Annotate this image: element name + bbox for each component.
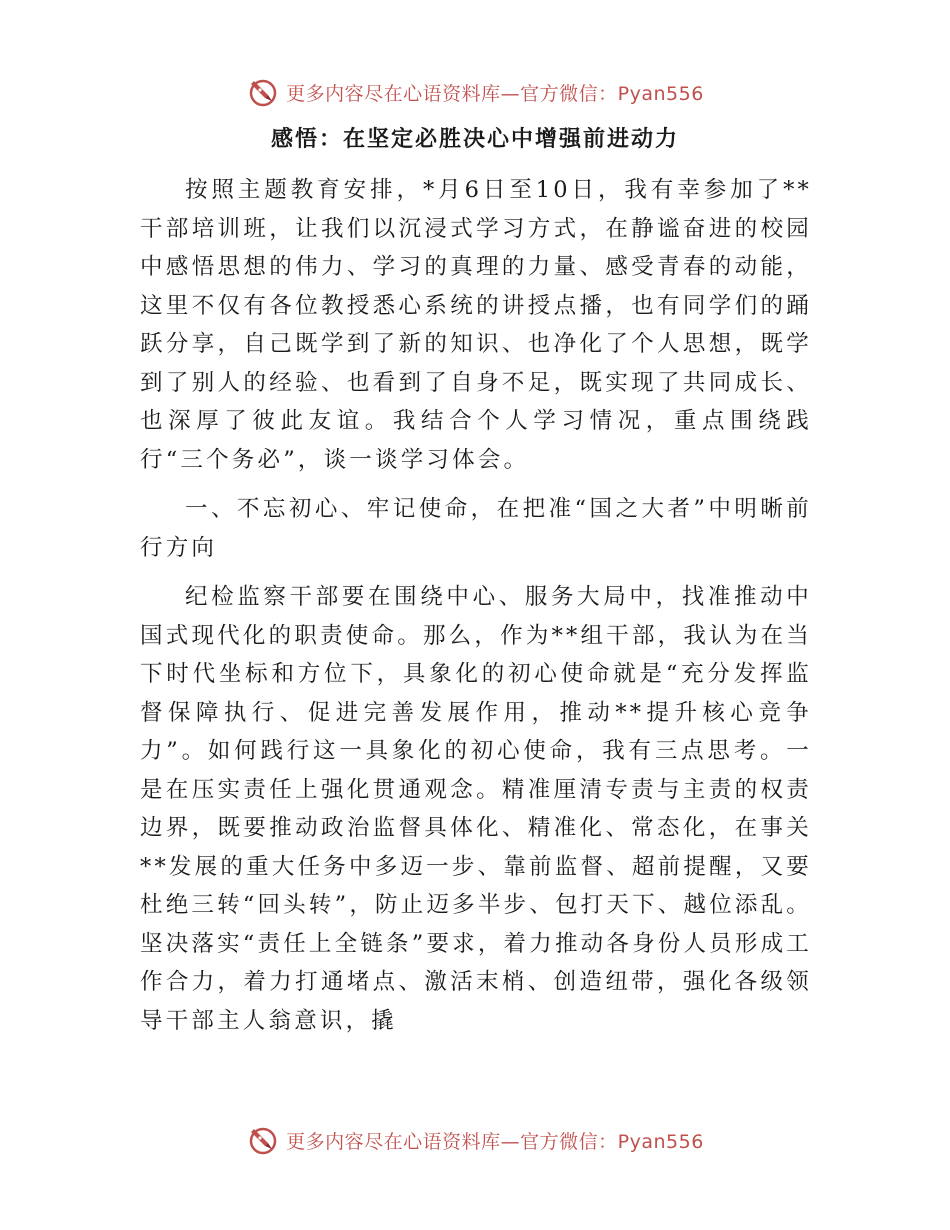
pen-nib-logo-icon [246,1123,280,1157]
watermark-text: 更多内容尽在心语资料库—官方微信：Pyan556 [286,1130,704,1153]
paragraph-intro: 按照主题教育安排，*月6日至10日，我有幸参加了**干部培训班，让我们以沉浸式学习方式，在静谧奋进的校园中感悟思想的伟力、学习的真理的力量、感受青春的动能，这里不仅有各位教授悉心系统的讲授点播，也有同学们的踊跃分享，自己既学到了新的知识、也净化了个人思想，既学到了别人的经验、也看到了自身不足，既实现了共同成长、也深厚了彼此友谊。我结合个人学习情况，重点围绕践行“三个务必”，谈一谈学习体会。 [140,177,812,473]
watermark-footer [0,1120,950,1160]
document-body [140,171,812,1051]
watermark-text: 更多内容尽在心语资料库—官方微信：Pyan556 [286,82,704,105]
document-title: 感悟：在坚定必胜决心中增强前进动力 [270,126,679,152]
section-heading-1: 一、不忘初心、牢记使命，在把准“国之大者”中明晰前行方向 [140,496,812,561]
watermark-header [0,72,950,112]
paragraph-section-1: 纪检监察干部要在围绕中心、服务大局中，找准推动中国式现代化的职责使命。那么，作为**组干部，我认为在当下时代坐标和方位下，具象化的初心使命就是“充分发挥监督保障执行、促进完善发展作用，推动**提升核心竞争力”。如何践行这一具象化的初心使命，我有三点思考。一是在压实责任上强化贯通观念。精准厘清专责与主责的权责边界，既要推动政治监督具体化、精准化、常态化，在事关**发展的重大任务中多迈一步、靠前监督、超前提醒，又要杜绝三转“回头转”，防止迈多半步、包打天下、越位添乱。坚决落实“责任上全链条”要求，着力推动各身份人员形成工作合力，着力打通堵点、激活末梢、创造纽带，强化各级领导干部主人翁意识，撬 [140,584,812,1034]
pen-nib-logo-icon [246,75,280,109]
